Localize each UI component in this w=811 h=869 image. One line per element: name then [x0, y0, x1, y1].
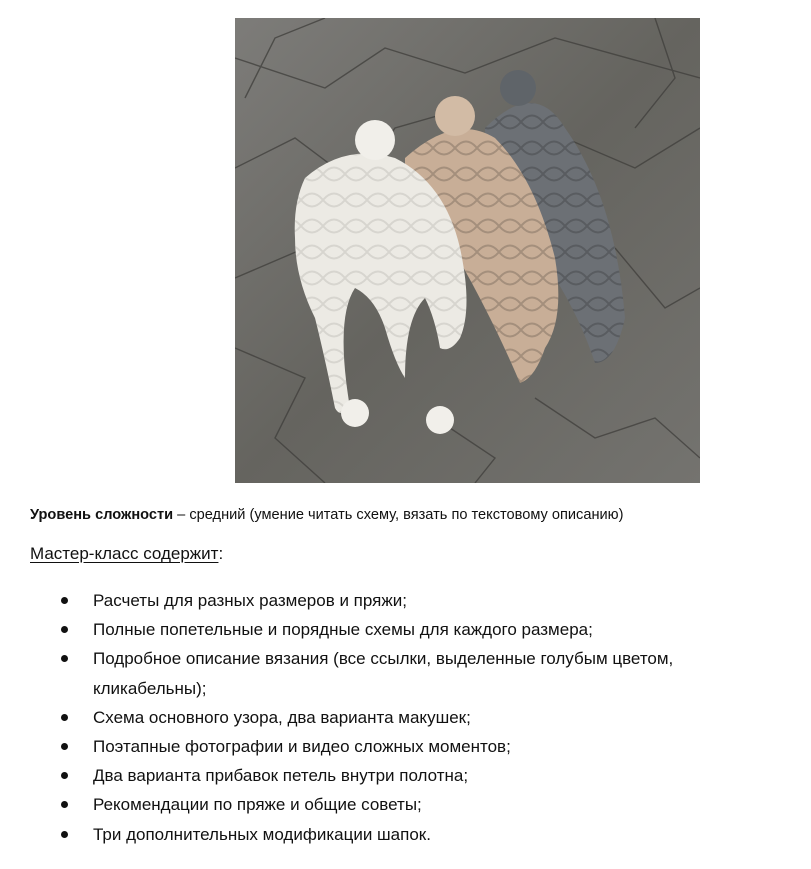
contains-colon: : [218, 544, 224, 563]
list-item [0, 732, 811, 761]
difficulty-text: – средний (умение читать схему, вязать по текстовому описанию) [173, 507, 624, 523]
list-item [0, 615, 811, 644]
feature-text: Два варианта прибавок петель внутри полотна; [93, 766, 469, 786]
knitted-hats-image [235, 18, 700, 483]
bullet-icon [61, 743, 68, 750]
product-photo [235, 18, 700, 483]
feature-text: Расчеты для разных размеров и пряжи; [93, 591, 407, 610]
list-item [0, 644, 811, 702]
bullet-icon [61, 655, 68, 662]
bullet-icon [61, 714, 68, 721]
list-item [0, 790, 811, 819]
bullet-icon [61, 597, 68, 604]
difficulty-label: Уровень сложности [30, 507, 174, 523]
feature-text: Подробное описание вязания (все ссылки, выделенные голубым цветом, кликабельны); [93, 649, 674, 698]
feature-text: Рекомендации по пряже и общие советы; [93, 795, 422, 815]
bullet-icon [61, 772, 68, 779]
difficulty-line [30, 505, 800, 525]
contains-heading-text: Мастер-класс содержит [30, 544, 219, 563]
feature-text: Поэтапные фотографии и видео сложных моментов; [93, 737, 511, 757]
contains-heading [30, 543, 223, 565]
list-item [0, 820, 811, 849]
feature-text: Полные попетельные и порядные схемы для каждого размера; [93, 620, 593, 640]
feature-text: Три дополнительных модификации шапок. [93, 824, 431, 844]
features-list [0, 586, 811, 849]
list-item [0, 586, 811, 615]
list-item [0, 761, 811, 790]
bullet-icon [61, 831, 68, 838]
feature-text: Схема основного узора, два варианта макушек; [93, 707, 471, 727]
list-item [0, 703, 811, 732]
bullet-icon [61, 801, 68, 808]
bullet-icon [61, 626, 68, 633]
